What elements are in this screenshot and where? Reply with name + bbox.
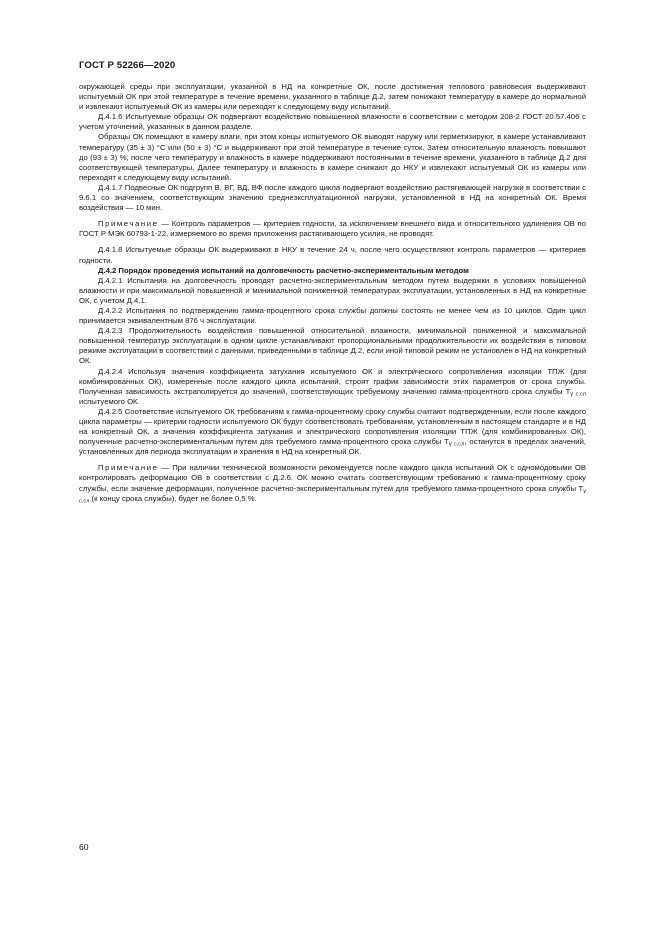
section-heading: Д.4.2 Порядок проведения испытаний на долговечность расчетно-экспериментальным методом: [98, 265, 469, 275]
paragraph: [79, 407, 586, 457]
text-run: испытуемого ОК.: [79, 396, 140, 406]
note-paragraph: [79, 219, 586, 239]
paragraph: Д.4.2.1 Испытания на долговечность проводят расчетно-экспериментальным методом путем выдержки в условиях повышенной влажности и при максимальной повышенной и минимальной пониженной температурах эксплуатации, установленных в НД на конкретные ОК, с учетом Д.4.1.: [79, 275, 586, 305]
paragraph: Д.4.2.3 Продолжительность воздействия повышенной относительной влажности, минимальной пониженной и максимальной повышенной температур эксплуатации в одном цикле устанавливают пропорциональными продолжительности их воздействия в типовом режиме эксплуатации в соответствии с данными, приведенными в таблице Д.2, если иной типовой режим не установлен в НД на конкретный ОК.: [79, 326, 586, 366]
document-body: [79, 82, 586, 510]
note-text: (к концу срока службы), будет не более 0,5 %.: [89, 493, 257, 503]
note-label: Примечание: [98, 219, 159, 229]
note-text: — При наличии технической возможности рекомендуется после каждого цикла испытаний ОК с одномодовыми ОВ контролировать деформацию ОВ в соответствии с Д.2.6. ОК можно считать соответствующим требованию к гамма-процентному сроку службы, если значение деформации, полученное расчетно-экспериментальным путем для требуемого гамма-процентного срока службы Т: [79, 463, 586, 493]
text-run: Д.4.2.5 Соответствие испытуемого ОК требованиям к гамма-процентному сроку службы считают подтвержденным, если после каждого цикла параметры — критерии годности испытуемого ОК будут соответствовать требованиям, установленным в настоящем стандарте и в НД на конкретный ОК, а значения коэффициента затухания и электрического сопротивления изоляции ТПЖ (для комбинированных ОК), полученные расчетно-экспериментальным путем для требуемого гамма-процентного срока службы Т: [79, 406, 586, 447]
text-run: Д.4.2.4 Используя значения коэффициента затухания испытуемого ОК и электрического сопротивления изоляции ТПЖ (для комбинированных ОК), измеренные после каждого цикла испытаний, строят график зависимости этих параметров от срока службы. Полученная зависимость экстраполируется до значений, соответствующих требуемому значению гамма-процентного срока службы Т: [79, 366, 586, 396]
paragraph: Д.4.1.7 Подвесные ОК подгрупп В, ВГ, ВД, ВФ после каждого цикла подвергают воздействию растягивающей нагрузки в соответствии с 9.6.1 со значением, соответствующим значению среднеэксплуатационной нагрузки, установленной в НД на конкретный ОК. Время воздействия — 10 мин.: [79, 182, 586, 213]
paragraph: Д.4.1.6 Испытуемые образцы ОК подвергают воздействию повышенной влажности в соответствии с методом 208-2 ГОСТ 20.57.406 с учетом уточнений, указанных в данном разделе.: [79, 112, 586, 132]
text-run: , останутся в пределах значений, установленных для периода эксплуатации и хранения в НД на конкретный ОК.: [79, 437, 586, 457]
note-label: Примечание: [98, 463, 159, 473]
note-text: — Контроль параметров — критериев годности, за исключением внешнего вида и относительного удлинения ОВ по ГОСТ Р МЭК 60793-1-22, измеряемого во время приложения растягивающего усилия, не проводят.: [79, 219, 586, 239]
subscript: γ с.сл: [570, 391, 586, 398]
paragraph: Д.4.1.8 Испытуемые образцы ОК выдерживают в НКУ в течение 24 ч, после чего осуществляют контроль параметров — критериев годности.: [79, 245, 586, 265]
subscript: γ с.сл: [79, 488, 586, 505]
paragraph: [79, 367, 586, 407]
paragraph: окружающей среды при эксплуатации, указанной в НД на конкретные ОК, после достижения теплового равновесия выдерживают испытуемый ОК при этой температуре в течение времени, указанного в таблице Д.2, затем понижают температуру в камере до нормальной и извлекают испытуемый ОК из камеры или переходят к следующему виду испытаний.: [79, 82, 586, 112]
document-header: ГОСТ Р 52266—2020: [79, 60, 176, 71]
page-number: 60: [79, 842, 89, 852]
subscript: γ с.сл: [448, 441, 465, 448]
paragraph: Образцы ОК помещают в камеру влаги, при этом концы испытуемого ОК выводят наружу или герметизируют, в камере устанавливают температуру (35 ± 3) °С или (50 ± 3) °С и выдерживают при этой температуре в течение суток. Затем относительную влажность повышают до (93 ± 3) %, после чего температуру и влажность в камере поддерживают постоянными в течение времени, указанного в таблице Д.2 для соответствующей температуры. Далее температуру и влажность в камере снижают до НКУ и извлекают испытуемый ОК из камеры или переходят к следующему виду испытаний.: [79, 132, 586, 182]
note-paragraph: [79, 463, 586, 503]
paragraph: Д.4.2.2 Испытания по подтверждению гамма-процентного срока службы должны состоять не менее чем из 10 циклов. Один цикл принимается эквивалентным 876 ч эксплуатации.: [79, 305, 586, 326]
